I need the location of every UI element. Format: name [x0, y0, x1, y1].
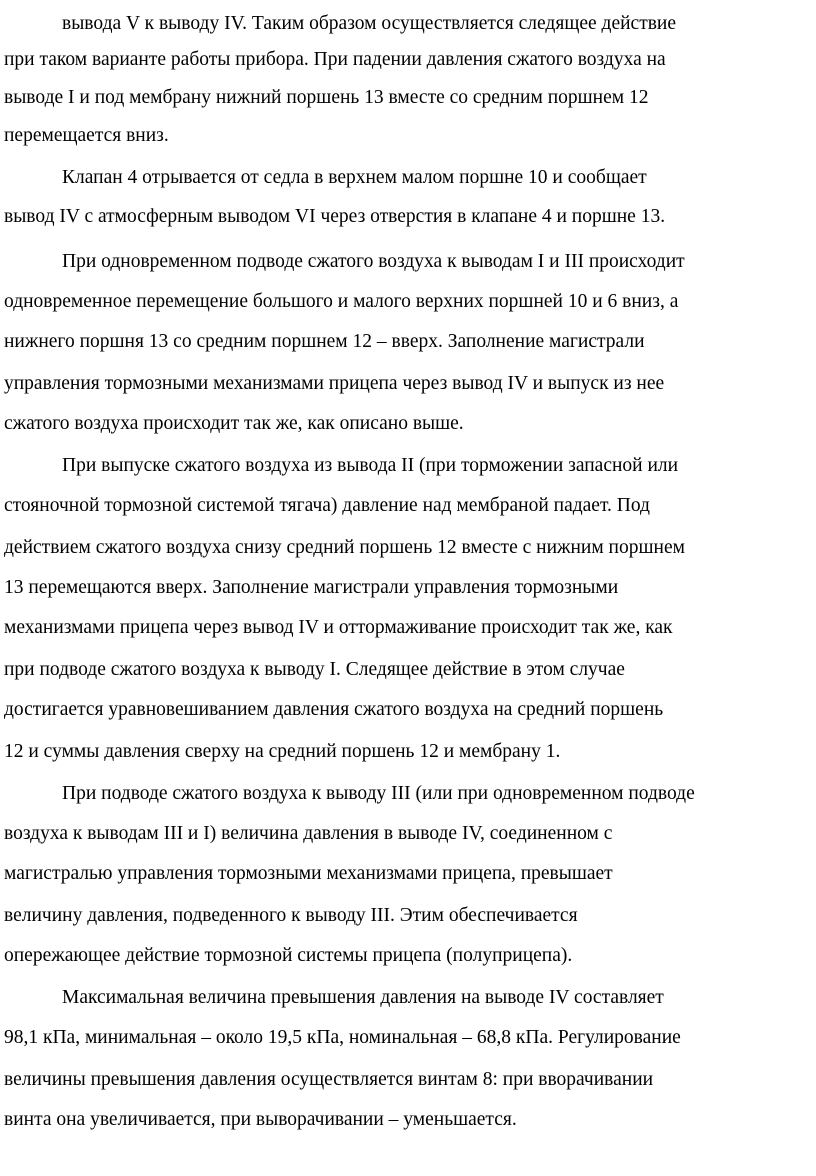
text-line: 12 и суммы давления сверху на средний поршень 12 и мембрану 1. [4, 741, 561, 762]
text-line: стояночной тормозной системой тягача) давление над мембраной падает. Под [4, 495, 650, 516]
paragraph-first-line: При одновременном подводе сжатого воздуха к выводам I и III происходит [62, 251, 685, 272]
text-line: воздуха к выводам III и I) величина давления в выводе IV, соединенном с [4, 823, 613, 844]
text-line: при таком варианте работы прибора. При падении давления сжатого воздуха на [4, 49, 666, 70]
text-line: 98,1 кПа, минимальная – около 19,5 кПа, номинальная – 68,8 кПа. Регулирование [4, 1027, 681, 1048]
paragraph-first-line: При подводе сжатого воздуха к выводу III (или при одновременном подводе [62, 783, 695, 804]
text-line: одновременное перемещение большого и малого верхних поршней 10 и 6 вниз, а [4, 291, 679, 312]
text-line: 13 перемещаются вверх. Заполнение магистрали управления тормозными [4, 577, 619, 598]
text-line: опережающее действие тормозной системы прицепа (полуприцепа). [4, 945, 573, 966]
text-line: винта она увеличивается, при выворачивании – уменьшается. [4, 1109, 517, 1130]
paragraph-first-line: При выпуске сжатого воздуха из вывода II (при торможении запасной или [62, 455, 679, 476]
text-line: управления тормозными механизмами прицепа через вывод IV и выпуск из нее [4, 373, 665, 394]
paragraph-first-line: Клапан 4 отрывается от седла в верхнем малом поршне 10 и сообщает [62, 167, 647, 188]
text-line: механизмами прицепа через вывод IV и оттормаживание происходит так же, как [4, 617, 673, 638]
paragraph-first-line: Максимальная величина превышения давления на выводе IV составляет [62, 987, 664, 1008]
text-line: сжатого воздуха происходит так же, как описано выше. [4, 413, 464, 434]
text-line: выводе I и под мембрану нижний поршень 13 вместе со средним поршнем 12 [4, 87, 649, 108]
text-line: действием сжатого воздуха снизу средний поршень 12 вместе с нижним поршнем [4, 537, 685, 558]
text-line: при подводе сжатого воздуха к выводу I. Следящее действие в этом случае [4, 659, 625, 680]
text-line: магистралью управления тормозными механизмами прицепа, превышает [4, 863, 613, 884]
text-line: вывод IV с атмосферным выводом VI через отверстия в клапане 4 и поршне 13. [4, 206, 666, 227]
text-line: перемещается вниз. [4, 125, 169, 146]
text-line: величины превышения давления осуществляется винтам 8: при вворачивании [4, 1069, 654, 1090]
text-line: величину давления, подведенного к выводу III. Этим обеспечивается [4, 905, 578, 926]
text-line: достигается уравновешиванием давления сжатого воздуха на средний поршень [4, 699, 664, 720]
text-line: вывода V к выводу IV. Таким образом осуществляется следящее действие [62, 13, 677, 34]
text-line: нижнего поршня 13 со средним поршнем 12 – вверх. Заполнение магистрали [4, 331, 645, 352]
